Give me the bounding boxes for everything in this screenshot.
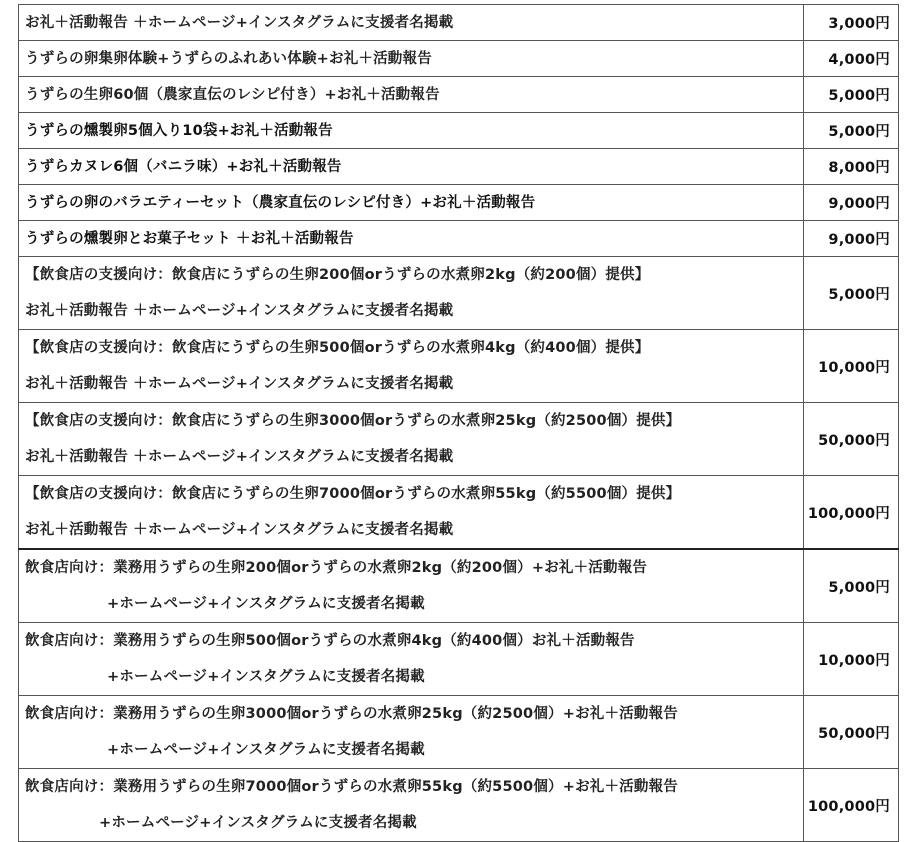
- reward-description-line: 飲食店向け：業務用うずらの生卵200個orうずらの水煮卵2kg（約200個）+お礼＋活動報告: [25, 560, 648, 576]
- reward-description-line: お礼＋活動報告 ＋ホームページ+インスタグラムに支援者名掲載: [25, 376, 454, 392]
- reward-description: うずらの燻製卵とお菓子セット ＋お礼＋活動報告: [19, 221, 804, 257]
- reward-description-line: お礼＋活動報告 ＋ホームページ+インスタグラムに支援者名掲載: [25, 522, 454, 538]
- table-row: [19, 257, 899, 330]
- reward-description-line: +ホームページ+インスタグラムに支援者名掲載: [99, 815, 417, 831]
- reward-description-line: 【飲食店の支援向け：飲食店にうずらの生卵500個orうずらの水煮卵4kg（約400個）提供】: [25, 340, 650, 356]
- reward-description-line: 飲食店向け：業務用うずらの生卵3000個orうずらの水煮卵25kg（約2500個）+お礼＋活動報告: [25, 706, 678, 722]
- reward-description-line: お礼＋活動報告 ＋ホームページ+インスタグラムに支援者名掲載: [25, 303, 454, 319]
- reward-description: うずらカヌレ6個（バニラ味）+お礼＋活動報告: [19, 149, 804, 185]
- reward-table: [18, 4, 899, 842]
- reward-description: [19, 257, 804, 330]
- table-row: [19, 221, 899, 257]
- reward-description-line: +ホームページ+インスタグラムに支援者名掲載: [107, 596, 425, 612]
- reward-description: うずらの燻製卵5個入り10袋+お礼＋活動報告: [19, 113, 804, 149]
- reward-description: [19, 403, 804, 476]
- reward-description: [19, 330, 804, 403]
- reward-price: 50,000円: [804, 403, 899, 476]
- reward-price: 5,000円: [804, 77, 899, 113]
- reward-price: 100,000円: [804, 769, 899, 842]
- reward-description-line: 【飲食店の支援向け：飲食店にうずらの生卵3000個orうずらの水煮卵25kg（約2500個）提供】: [25, 413, 681, 429]
- reward-description-line: 飲食店向け：業務用うずらの生卵7000個orうずらの水煮卵55kg（約5500個）+お礼＋活動報告: [25, 779, 678, 795]
- reward-price: 4,000円: [804, 41, 899, 77]
- reward-description: [19, 476, 804, 550]
- reward-description: [19, 549, 804, 623]
- reward-price: 100,000円: [804, 476, 899, 550]
- reward-description: うずらの生卵60個（農家直伝のレシピ付き）+お礼＋活動報告: [19, 77, 804, 113]
- table-row: [19, 623, 899, 696]
- reward-description-line: 【飲食店の支援向け：飲食店にうずらの生卵200個orうずらの水煮卵2kg（約200個）提供】: [25, 267, 650, 283]
- reward-price: 9,000円: [804, 221, 899, 257]
- reward-price: 5,000円: [804, 113, 899, 149]
- reward-description: [19, 696, 804, 769]
- table-row: [19, 769, 899, 842]
- reward-price: 5,000円: [804, 549, 899, 623]
- table-row: [19, 5, 899, 41]
- reward-description: [19, 623, 804, 696]
- reward-description-line: +ホームページ+インスタグラムに支援者名掲載: [107, 742, 425, 758]
- reward-description: うずらの卵のバラエティーセット（農家直伝のレシピ付き）+お礼＋活動報告: [19, 185, 804, 221]
- reward-price: 8,000円: [804, 149, 899, 185]
- reward-price: 5,000円: [804, 257, 899, 330]
- reward-price: 9,000円: [804, 185, 899, 221]
- reward-description: [19, 769, 804, 842]
- reward-description-line: お礼＋活動報告 ＋ホームページ+インスタグラムに支援者名掲載: [25, 449, 454, 465]
- table-row: [19, 330, 899, 403]
- reward-description-line: +ホームページ+インスタグラムに支援者名掲載: [107, 669, 425, 685]
- reward-price: 3,000円: [804, 5, 899, 41]
- table-row: [19, 41, 899, 77]
- table-row: [19, 185, 899, 221]
- reward-description: お礼＋活動報告 ＋ホームページ+インスタグラムに支援者名掲載: [19, 5, 804, 41]
- table-row: [19, 113, 899, 149]
- reward-price: 10,000円: [804, 623, 899, 696]
- reward-description-line: 飲食店向け：業務用うずらの生卵500個orうずらの水煮卵4kg（約400個）お礼＋活動報告: [25, 633, 635, 649]
- reward-price: 10,000円: [804, 330, 899, 403]
- table-row: [19, 696, 899, 769]
- table-row: [19, 77, 899, 113]
- reward-price: 50,000円: [804, 696, 899, 769]
- table-row: [19, 549, 899, 623]
- reward-description-line: 【飲食店の支援向け：飲食店にうずらの生卵7000個orうずらの水煮卵55kg（約5500個）提供】: [25, 486, 681, 502]
- reward-description: うずらの卵集卵体験+うずらのふれあい体験+お礼＋活動報告: [19, 41, 804, 77]
- table-row: [19, 476, 899, 550]
- table-row: [19, 403, 899, 476]
- table-row: [19, 149, 899, 185]
